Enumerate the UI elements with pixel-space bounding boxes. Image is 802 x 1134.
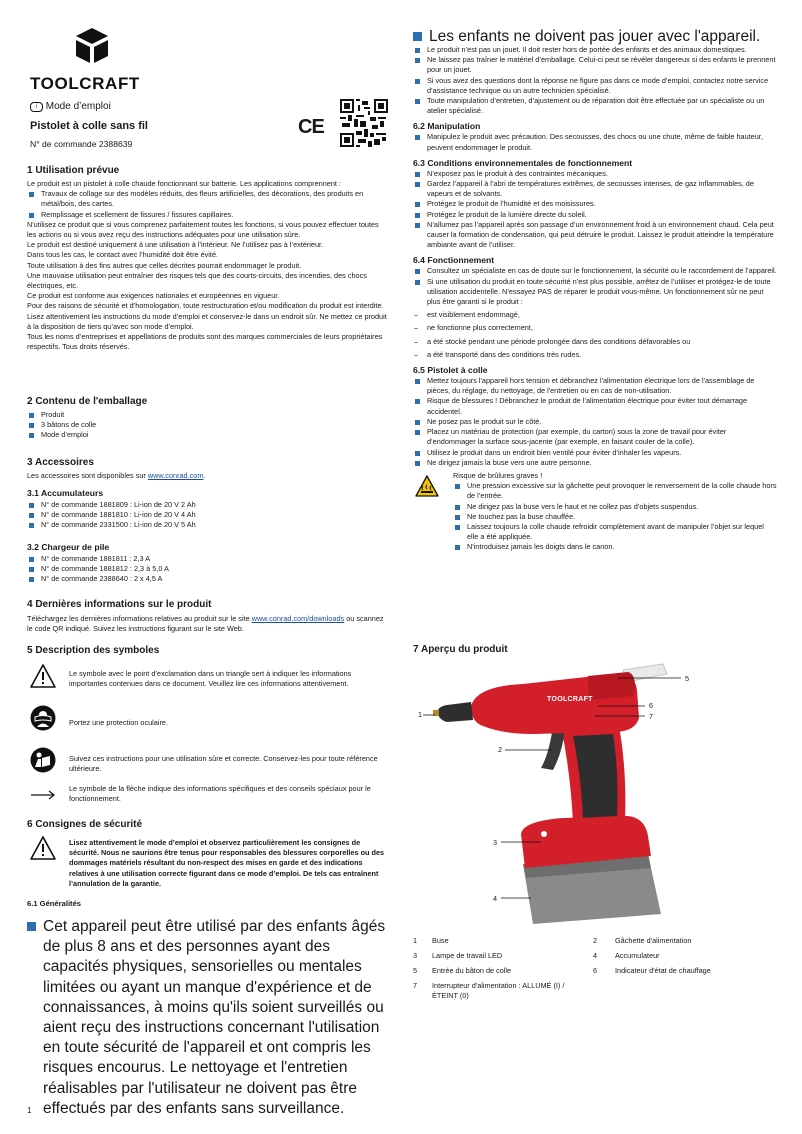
list-item: Ne dirigez pas la buse vers le haut et ne collez pas d’objets suspendus. bbox=[453, 502, 777, 512]
paragraph: Une mauvaise utilisation peut entraîner des risques tels que des courts-circuits, des incendies, des chocs électriques, etc. bbox=[27, 270, 367, 291]
part-1-num: 1 bbox=[413, 936, 418, 945]
downloads-link[interactable]: www.conrad.com/downloads bbox=[251, 614, 345, 623]
order-number: N° de commande 2388639 bbox=[30, 139, 133, 149]
callout-3: 3 bbox=[493, 838, 498, 847]
list-item: Protégez le produit de l’humidité et des moisissures. bbox=[413, 199, 777, 209]
glue-gun-illustration bbox=[413, 656, 777, 931]
paragraph: Dans tous les cas, le contact avec l’humidité doit être évité. bbox=[27, 250, 219, 260]
list-item: Utilisez le produit dans un endroit bien ventilé pour éviter d’inhaler les vapeurs. bbox=[413, 448, 777, 458]
list-item: Le produit n’est pas un jouet. Il doit rester hors de portée des enfants et des animaux domestiques. bbox=[413, 45, 777, 55]
paragraph: Tous les noms d’entreprises et appellations de produits sont des marques commerciales de leurs propriétaires respectifs. Tous droits réservés. bbox=[27, 332, 383, 352]
manual-icon: i bbox=[30, 102, 43, 112]
list-item: Protégez le produit de la lumière directe du soleil. bbox=[413, 210, 777, 220]
section-3-intro: Les accessoires sont disponibles sur www.conrad.com. bbox=[27, 471, 206, 480]
conrad-link[interactable]: www.conrad.com bbox=[147, 471, 204, 480]
list-item: N° de commande 1881811 : 2,3 A bbox=[27, 554, 389, 564]
left-column bbox=[27, 0, 389, 1117]
paragraph: Pour des raisons de sécurité et d’homologation, toute restructuration et/ou modification du produit est interdite. bbox=[27, 301, 384, 311]
list-item: N° de commande 1881812 : 2,3 à 5,0 A bbox=[27, 564, 389, 574]
list-item: Mettez toujours l'appareil hors tension et débranchez l'alimentation électrique lors de l'assemblage de pièces, du réglage, du nettoyage, de l'entretien ou en cas de non-utilisation. bbox=[413, 376, 777, 396]
list-item: N’allumez pas l’appareil après son passage d’un environnement froid à un environnement chaud. Cela peut causer la formation de condensation, qui peut détruire le produit. Laissez le produit atteindre la température ambiante avant de l’utiliser. bbox=[413, 220, 777, 251]
list-item: Toute manipulation d’entretien, d’ajustement ou de réparation doit être effectuée par un spécialiste ou un atelier spécialisé. bbox=[413, 96, 777, 116]
part-3-num: 3 bbox=[413, 951, 418, 960]
qr-code[interactable] bbox=[340, 99, 388, 152]
section-1-title: 1 Utilisation prévue bbox=[27, 165, 120, 176]
list-item: Une pression excessive sur la gâchette peut provoquer le renversement de la colle chaude hors de l’entrée. bbox=[453, 481, 777, 501]
hot-surface-warning bbox=[413, 471, 777, 553]
part-3-label: Lampe de travail LED bbox=[432, 951, 503, 960]
manual-label: i Mode d’emploi bbox=[30, 101, 111, 112]
list-item: Ne touchez pas la buse chauffée. bbox=[453, 512, 777, 522]
right-column bbox=[413, 0, 777, 1001]
children-play-notice: Les enfants ne doivent pas jouer avec l'appareil. bbox=[413, 27, 793, 47]
children-use-notice: Cet appareil peut être utilisé par des enfants âgés de plus 8 ans et des personnes ayant des capacités physiques, sensorielles ou mentales limitées ou ayant un manque d'expérience et de connaissances, à moins qu'ils soient surveillés ou aient reçu des instructions concernant l'utilisation en toute sécurité de l'appareil et ont compris les risques encourus. Le nettoyage et l'entretien réalisables par l'utilisateur ne doivent pas être effectués par des enfants sans surveillance. bbox=[27, 917, 398, 1119]
list-item: Travaux de collage sur des modèles réduits, des fleurs artificielles, des décorations, des produits en métal/bois, des cartes. bbox=[27, 189, 389, 209]
list-item: – est visiblement endommagé, bbox=[413, 310, 777, 320]
hot-surface-title: Risque de brûlures graves ! bbox=[453, 470, 543, 480]
list-item: N'introduisez jamais les doigts dans le canon. bbox=[453, 542, 777, 552]
section-1-body bbox=[27, 179, 389, 352]
list-item: Consultez un spécialiste en cas de doute sur le fonctionnement, la sécurité ou le raccordement de l’appareil. bbox=[413, 266, 777, 276]
section-4-text: Téléchargez les dernières informations relatives au produit sur le site www.conrad.com/downloads ou scannez le code QR indiqué. Suivez les instructions figurant sur le site Web. bbox=[27, 614, 384, 634]
callout-2: 2 bbox=[498, 745, 503, 754]
arrow-right-icon bbox=[30, 787, 56, 805]
part-4-label: Accumulateur bbox=[615, 951, 660, 960]
eye-protection-icon bbox=[30, 705, 56, 736]
list-item: N° de commande 1881810 : Li-ion de 20 V 4 Ah bbox=[27, 510, 389, 520]
section-6-5-title: 6.5 Pistolet à colle bbox=[413, 365, 488, 376]
paragraph: Toute utilisation à des fins autres que celles décrites pourrait endommager le produit. bbox=[27, 260, 302, 270]
callout-5: 5 bbox=[685, 674, 690, 683]
part-6-label: Indicateur d'état de chauffage bbox=[615, 966, 711, 975]
section-6-title: 6 Consignes de sécurité bbox=[27, 819, 143, 830]
section-3-2-title: 3.2 Chargeur de pile bbox=[27, 542, 110, 552]
list-item: N° de commande 2388640 : 2 x 4,5 A bbox=[27, 574, 389, 584]
page-number: 1 bbox=[27, 1106, 32, 1115]
paragraph: Le produit est destiné uniquement à une utilisation à l’intérieur. Ne l’utilisez pas à l’extérieur. bbox=[27, 240, 324, 250]
list-item: Ne laissez pas traîner le matériel d’emballage. Celui-ci peut se révéler dangereux si des enfants le prennent pour un jouet. bbox=[413, 55, 777, 75]
list-item: Gardez l’appareil à l’abri de températures extrêmes, de secousses intenses, de gaz inflammables, de vapeurs et de solvants. bbox=[413, 179, 777, 199]
part-2-label: Gâchette d'alimentation bbox=[615, 936, 692, 945]
callout-7: 7 bbox=[649, 712, 654, 721]
general-list bbox=[413, 45, 777, 553]
section-2-title: 2 Contenu de l'emballage bbox=[27, 396, 148, 407]
list-item: Remplissage et scellement de fissures / fissures capillaires. bbox=[27, 210, 389, 220]
section-6-4-title: 6.4 Fonctionnement bbox=[413, 255, 495, 266]
list-item: Produit bbox=[27, 410, 389, 420]
section-7-title: 7 Aperçu du produit bbox=[413, 644, 508, 655]
section-4-title: 4 Dernières informations sur le produit bbox=[27, 599, 212, 610]
part-2-num: 2 bbox=[593, 936, 598, 945]
list-item: Mode d’emploi bbox=[27, 430, 389, 440]
list-item: N’exposez pas le produit à des contraintes mécaniques. bbox=[413, 169, 777, 179]
symbol-arrow-text: Le symbole de la flèche indique des informations spécifiques et des conseils spéciaux pour le fonctionnement. bbox=[69, 784, 371, 804]
read-manual-icon bbox=[30, 747, 56, 778]
list-item: Placez un matériau de protection (par exemple, du carton) sous la zone de travail pour éviter d’endommager la surface sous-jacente (par exemple, en faisant couler de la colle). bbox=[413, 427, 777, 447]
list-item: Si vous avez des questions dont la réponse ne figure pas dans ce mode d’emploi, contactez notre service d’assistance technique ou un autre technicien spécialisé. bbox=[413, 76, 777, 96]
section-3-title: 3 Accessoires bbox=[27, 457, 94, 468]
paragraph: N'utilisez ce produit que si vous comprenez parfaitement toutes les fonctions, si vous pouvez effectuer toutes les actions ou si vous avez reçu des instructions adéquates pour une utilisation sûre. bbox=[27, 219, 379, 240]
part-4-num: 4 bbox=[593, 951, 598, 960]
list-item: – a été transporté dans des conditions très rudes. bbox=[413, 350, 777, 360]
hot-surface-icon bbox=[415, 475, 439, 502]
part-1-label: Buse bbox=[432, 936, 449, 945]
callout-4: 4 bbox=[493, 894, 498, 903]
warning-triangle-icon bbox=[29, 835, 57, 866]
safety-warning-text: Lisez attentivement le mode d’emploi et observez particulièrement les consignes de sécurité. Nous ne saurions être tenus pour responsables des blessures corporelles ou des dommages matériels résultant du non-respect des mises en garde et des indications relatives à une utilisation correcte figurant dans ce mode d’emploi. De tels cas entraînent l’annulation de la garantie. bbox=[69, 838, 385, 888]
symbol-manual-text: Suivez ces instructions pour une utilisation sûre et correcte. Conservez-les pour toute référence ultérieure. bbox=[69, 754, 378, 774]
battery-list bbox=[27, 500, 389, 531]
part-7-label: Interrupteur d'alimentation : ALLUMÉ (I) / ÉTEINT (0) bbox=[432, 981, 565, 1001]
list-item: N° de commande 1881809 : Li-ion de 20 V 2 Ah bbox=[27, 500, 389, 510]
list-item: N° de commande 2331500 : Li-ion de 20 V 5 Ah bbox=[27, 520, 389, 530]
list-item: Laissez toujours la colle chaude refroidir complètement avant de manipuler l’objet sur lequel elle a été appliquée. bbox=[453, 522, 777, 542]
callout-6: 6 bbox=[649, 701, 654, 710]
paragraph: Ce produit est conforme aux exigences nationales et européennes en vigueur. bbox=[27, 291, 280, 301]
charger-list bbox=[27, 554, 389, 585]
part-7-num: 7 bbox=[413, 981, 418, 990]
section-5-title: 5 Description des symboles bbox=[27, 645, 160, 656]
package-contents-list bbox=[27, 410, 389, 441]
list-item: Risque de blessures ! Débranchez le produit de l’alimentation électrique pour éviter tout démarrage accidentel. bbox=[413, 396, 777, 416]
section-3-1-title: 3.1 Accumulateurs bbox=[27, 488, 104, 498]
list-item: Si une utilisation du produit en toute sécurité n’est plus possible, arrêtez de l’utiliser et protégez-le de toute utilisation accidentelle. N’essayez PAS de réparer le produit vous-même. Un fonctionnement sûr ne peut plus être garanti si le produit : bbox=[413, 277, 777, 308]
symbol-goggles-text: Portez une protection oculaire. bbox=[69, 718, 168, 727]
callout-1: 1 bbox=[418, 710, 423, 719]
brand-name: TOOLCRAFT bbox=[30, 74, 140, 93]
symbol-warning-text: Le symbole avec le point d’exclamation dans un triangle sert à indiquer les informations importantes contenues dans ce document. Veuillez lire ces informations attentivement. bbox=[69, 669, 352, 689]
list-item: Ne posez pas le produit sur le côté. bbox=[413, 417, 777, 427]
part-5-label: Entrée du bâton de colle bbox=[432, 966, 512, 975]
list-item: Ne dirigez jamais la buse vers une autre personne. bbox=[413, 458, 777, 468]
part-6-num: 6 bbox=[593, 966, 598, 975]
part-5-num: 5 bbox=[413, 966, 418, 975]
list-item: 3 bâtons de colle bbox=[27, 420, 389, 430]
section-1-intro: Le produit est un pistolet à colle chaude fonctionnant sur batterie. Les applications comprennent : bbox=[27, 179, 341, 188]
list-item: Manipulez le produit avec précaution. Des secousses, des chocs ou une chute, même de faible hauteur, peuvent endommager le produit. bbox=[413, 132, 777, 152]
gun-brand-label: TOOLCRAFT bbox=[547, 696, 593, 703]
brand-logo-mark bbox=[72, 28, 112, 69]
list-item: – a été stocké pendant une période prolongée dans des conditions défavorables ou bbox=[413, 337, 777, 347]
section-6-2-title: 6.2 Manipulation bbox=[413, 121, 481, 132]
list-item: – ne fonctionne plus correctement, bbox=[413, 323, 777, 333]
section-6-1-title: 6.1 Généralités bbox=[27, 899, 82, 908]
warning-triangle-icon bbox=[29, 663, 57, 694]
product-title: Pistolet à colle sans fil bbox=[30, 120, 148, 132]
paragraph: Lisez attentivement les instructions du mode d’emploi et conservez-le dans un endroit sûr. Ne mettez ce produit à la disposition de tiers qu’avec son mode d’emploi. bbox=[27, 311, 387, 331]
ce-mark: CE bbox=[298, 116, 324, 138]
section-6-3-title: 6.3 Conditions environnementales de fonctionnement bbox=[413, 157, 633, 168]
